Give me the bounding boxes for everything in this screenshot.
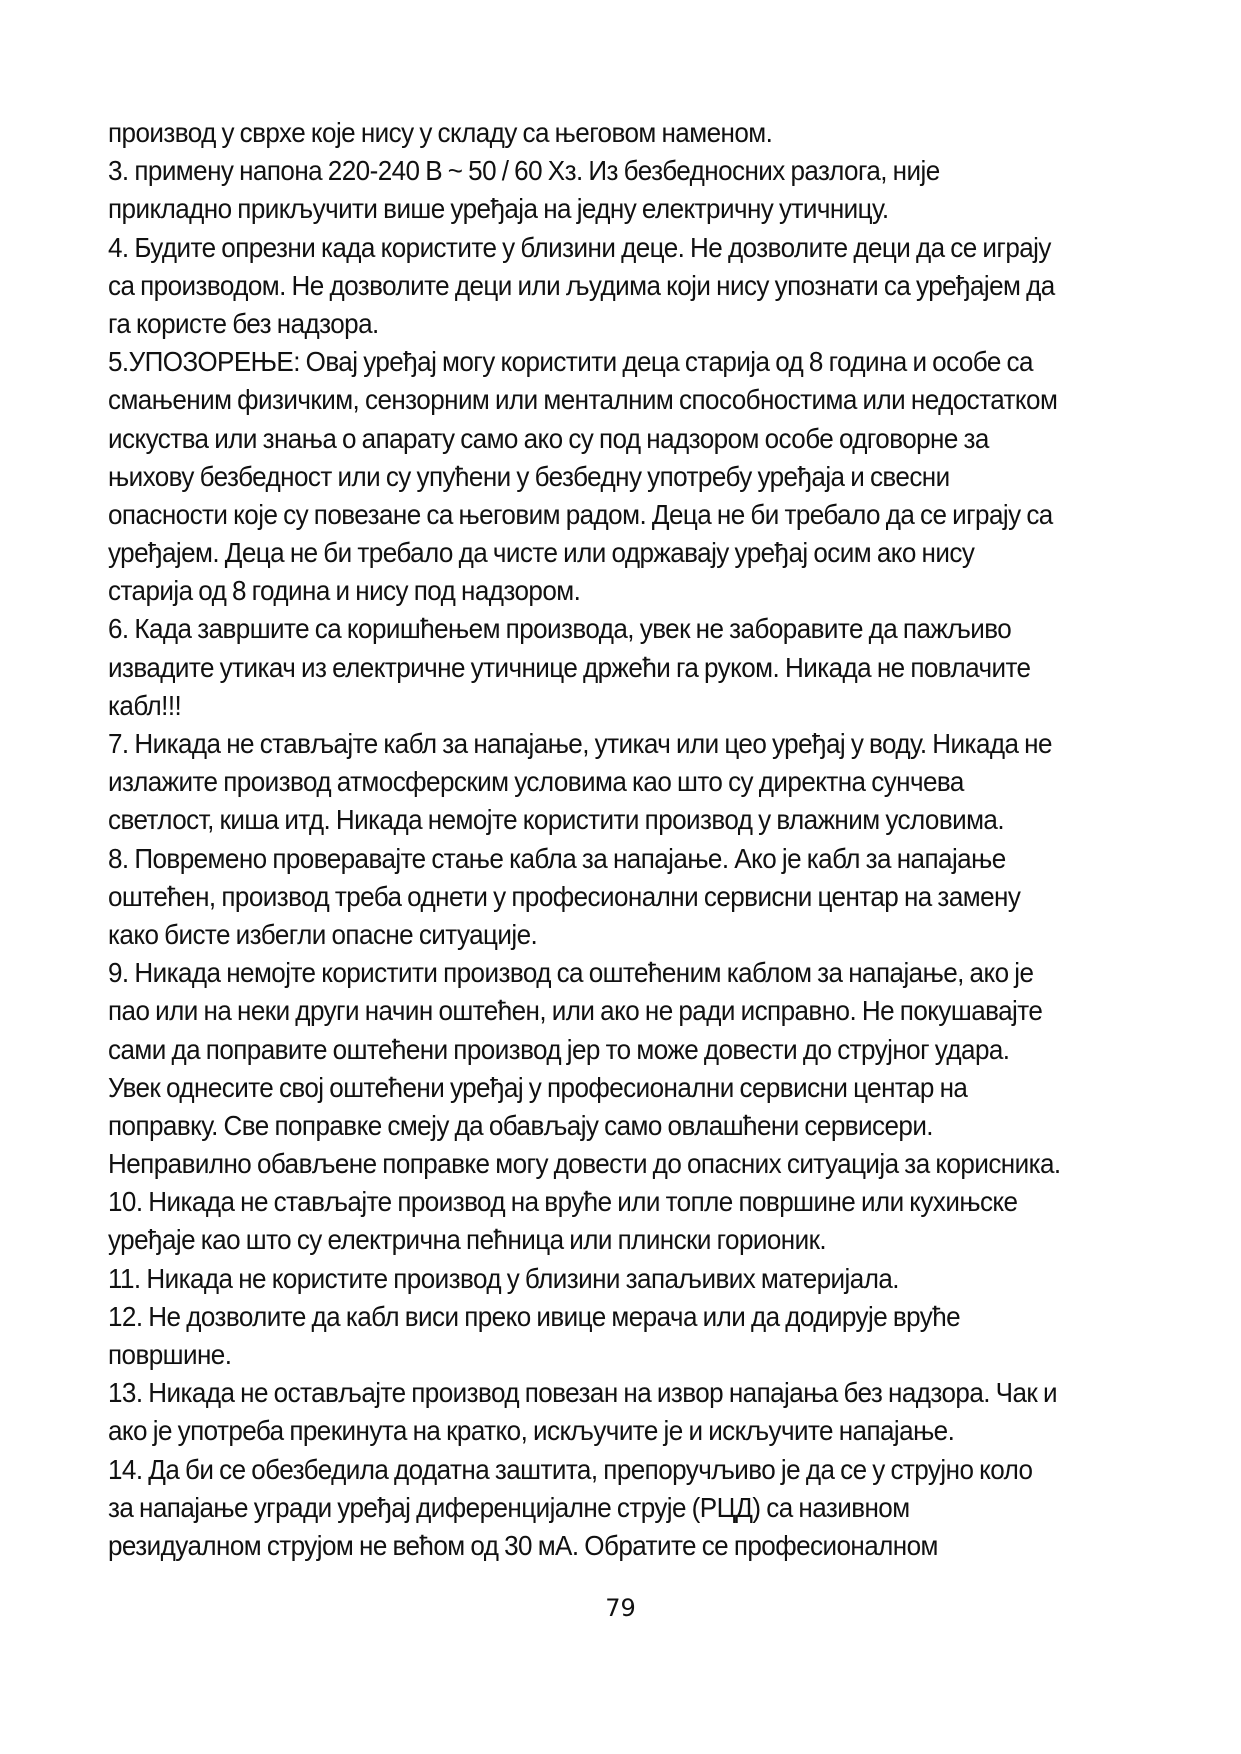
text-line: површине.: [108, 1339, 232, 1370]
text-line: 11. Никада не користите производ у близини запаљивих материјала.: [108, 1262, 899, 1294]
text-line: сами да поправите оштећени производ јер то може довести до струјног удара.: [108, 1033, 1010, 1065]
text-line: поправку. Све поправке смеју да обављају само овлашћени сервисери.: [108, 1109, 933, 1141]
text-line: извадите утикач из електричне утичнице држећи га руком. Никада не повлачите: [108, 651, 1031, 683]
text-line: Неправилно обављене поправке могу довести до опасних ситуација за корисника.: [108, 1148, 1061, 1180]
document-body: [108, 114, 1103, 1565]
text-line: оштећен, производ треба однети у професионални сервисни центар на замену: [108, 880, 1021, 912]
text-line: светлост, киша итд. Никада немојте користити производ у влажним условима.: [108, 804, 1005, 836]
text-line: 5.УПОЗОРЕЊЕ: Овај уређај могу користити деца старија од 8 година и особе са: [108, 346, 1033, 378]
text-line: га користе без надзора.: [108, 307, 379, 339]
text-line: са производом. Не дозволите деци или људима који нису упознати са уређајем да: [108, 269, 1055, 301]
text-line: старија од 8 година и нису под надзором.: [108, 575, 581, 607]
text-line: уређаје као што су електрична пећница или плински горионик.: [108, 1224, 827, 1256]
text-line: Увек однесите свој оштећени уређај у професионални сервисни центар на: [108, 1071, 968, 1103]
text-line: 4. Будите опрезни када користите у близини деце. Не дозволите деци да се играју: [108, 231, 1051, 263]
text-line: за напајање угради уређај диференцијалне струје (РЦД) са називном: [108, 1491, 910, 1523]
text-line: искуства или знања о апарату само ако су под надзором особе одговорне за: [108, 422, 989, 454]
text-line: 14. Да би се обезбедила додатна заштита, препоручљиво је да се у струјно коло: [108, 1453, 1033, 1485]
text-line: 7. Никада не стављајте кабл за напајање, утикач или цео уређај у воду. Никада не: [108, 728, 1052, 759]
text-line: производ у сврхе које нису у складу са његовом наменом.: [108, 117, 773, 148]
text-line: пао или на неки други начин оштећен, или ако не ради исправно. Не покушавајте: [108, 995, 1043, 1027]
text-line: 6. Када завршите са коришћењем производа, увек не заборавите да пажљиво: [108, 613, 1012, 645]
text-line: 13. Никада не остављајте производ повезан на извор напајања без надзора. Чак и: [108, 1377, 1057, 1409]
text-line: 10. Никада не стављајте производ на вруће или топле површине или кухињске: [108, 1186, 1018, 1218]
page-number: 79: [605, 1594, 636, 1622]
text-line: 9. Никада немојте користити производ са оштећеним каблом за напајање, ако је: [108, 957, 1034, 989]
text-line: 12. Не дозволите да кабл виси преко ивице мерача или да додирује вруће: [108, 1300, 961, 1332]
text-line: ако је употреба прекинута на кратко, искључите је и искључите напајање.: [108, 1415, 955, 1447]
text-line: опасности које су повезане са његовим радом. Деца не би требало да се играју са: [108, 498, 1053, 530]
text-line: 3. примену напона 220-240 В ~ 50 / 60 Хз. Из безбедносних разлога, није: [108, 155, 940, 187]
text-line: уређајем. Деца не би требало да чисте или одржавају уређај осим ако нису: [108, 537, 975, 569]
text-line: како бисте избегли опасне ситуације.: [108, 918, 538, 950]
text-line: кабл!!!: [108, 689, 182, 721]
text-line: њихову безбедност или су упућени у безбедну употребу уређаја и свесни: [108, 460, 950, 492]
text-line: излажите производ атмосферским условима као што су директна сунчева: [108, 766, 964, 798]
text-line: 8. Повремено проверавајте стање кабла за напајање. Ако је кабл за напајање: [108, 842, 1006, 874]
text-line: резидуалном струјом не већом од 30 мА. Обратите се професионалном: [108, 1529, 938, 1561]
text-line: смањеним физичким, сензорним или менталним способностима или недостатком: [108, 384, 1058, 416]
text-line: прикладно прикључити више уређаја на једну електричну утичницу.: [108, 193, 889, 225]
